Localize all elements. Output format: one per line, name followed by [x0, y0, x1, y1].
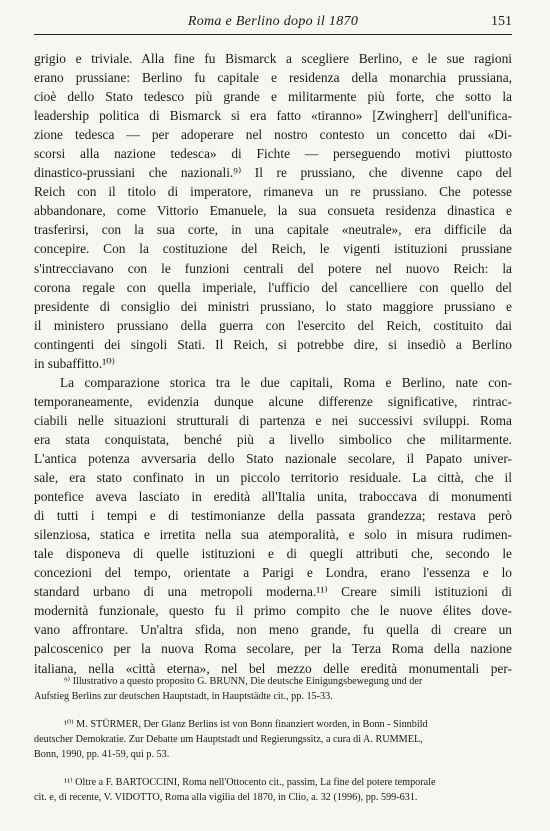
- body-line: vano affrontare. Un'altra sfida, non meno grande, fu quella di creare un: [34, 622, 512, 638]
- footnote-line: cit. e, di recente, V. VIDOTTO, Roma alla vigilia del 1870, in Clio, a. 32 (1996), pp. 599-631.: [34, 792, 418, 803]
- body-line: cioè dello Stato tedesco più grande e militarmente più forte, che sotto la: [34, 89, 512, 105]
- body-line: temporaneamente, evidenzia dunque alcune differenze significative, rintrac-: [34, 393, 512, 409]
- body-line: il ministero prussiano della guerra con l'esercito del Reich, costituito dai: [34, 317, 512, 333]
- footnote-10: [34, 717, 512, 762]
- footnotes: [34, 674, 512, 818]
- body-line: tale disponeva di quelle istituzioni e di quegli attributi che, secondo le: [34, 546, 512, 562]
- footnote-line: Bonn, 1990, pp. 41-59, qui p. 53.: [34, 749, 170, 760]
- body-line: concezioni del tempo, orientate a Parigi e Londra, erano l'essenza e lo: [34, 565, 512, 581]
- body-line: abbandonare, come Vittorio Emanuele, la sua consueta residenza dinastica e: [34, 203, 512, 219]
- running-head: [34, 14, 512, 34]
- body-line: in subaffitto.¹⁰⁾: [34, 355, 115, 371]
- body-line: palcoscenico per la nuova Roma secolare, per la Terza Roma della nazione: [34, 641, 512, 657]
- footnote-line: ⁹⁾ Illustrativo a questo proposito G. BRUNN, Die deutsche Einigungsbewegung und der: [64, 676, 423, 687]
- body-line: italiana, nella «città eterna», nel bel mezzo delle eredità monumentali per-: [34, 660, 512, 676]
- body-line: scorsi alla nazione tedesca» di Fichte — perseguendo motivi piuttosto: [34, 146, 512, 162]
- body-line: sale, era stato confinato in un piccolo territorio residuale. La città, che il: [34, 470, 512, 486]
- body-line: zione tedesca — per adoperare nel nostro contesto un concetto dai «Di-: [34, 127, 512, 143]
- paragraph-start-line: La comparazione storica tra le due capitali, Roma e Berlino, nate con-: [60, 374, 512, 390]
- footnote-line: ¹¹⁾ Oltre a F. BARTOCCINI, Roma nell'Ottocento cit., passim, La fine del potere temporale: [64, 777, 436, 788]
- page-number: 151: [491, 14, 512, 29]
- body-line: modernità funzionale, questo fu il primo compito che le nuove élites dove-: [34, 603, 512, 619]
- body-line: presidente di consiglio dei ministri prussiano, lo stato maggiore prussiano e: [34, 298, 512, 314]
- body-line: era stata conquistata, benché più a livello simbolico che militarmente.: [34, 431, 512, 447]
- body-line: L'antica potenza avversaria dello Stato nazionale secolare, il Papato univer-: [34, 450, 512, 466]
- footnote-line: Aufstieg Berlins zur deutschen Hauptstadt, in Hauptstädte cit., pp. 15-33.: [34, 691, 333, 702]
- body-line: contingenti dei singoli Stati. Il Reich, si potrebbe dire, si insediò a Berlino: [34, 336, 512, 352]
- body-line: leadership politica di Bismarck si era fatto «tiranno» [Zwingherr] dell'unifica-: [34, 108, 512, 124]
- body-text: [34, 49, 512, 678]
- body-line: s'intrecciavano con le funzioni centrali del potere nel nuovo Reich: la: [34, 260, 512, 276]
- body-line: corona regale con quella imperiale, l'ufficio del cancelliere con quello del: [34, 279, 512, 295]
- body-line: pontefice aveva lasciato in eredità all'Italia unita, traboccava di monumenti: [34, 489, 512, 505]
- body-line: dinastico-prussiani che nazionali.⁹⁾ Il re prussiano, che divenne capo del: [34, 165, 512, 181]
- body-line: ciabili nelle situazioni strutturali di partenza e nei successivi sviluppi. Roma: [34, 412, 512, 428]
- footnote-11: [34, 775, 512, 805]
- header-rule: [34, 34, 512, 35]
- body-line: di tutti i tempi e di testimonianze della passata grandezza; restava però: [34, 508, 512, 524]
- body-line: erano prussiane: Berlino fu capitale e residenza della monarchia prussiana,: [34, 70, 512, 86]
- footnote-line: deutscher Demokratie. Zur Debatte um Hauptstadt und Regierungssitz, a cura di A. RUMMEL,: [34, 734, 423, 745]
- body-line: trasferirsi, con la sua corte, in una capitale «neutrale», era difficile da: [34, 222, 512, 238]
- running-title: Roma e Berlino dopo il 1870: [187, 14, 359, 29]
- body-line: concepire. Con la costituzione del Reich, le vigenti istituzioni prussiane: [34, 241, 512, 257]
- footnote-line: ¹⁰⁾ M. STÜRMER, Der Glanz Berlins ist von Bonn finanziert worden, in Bonn - Sinnbild: [64, 719, 428, 730]
- body-line: Reich con il titolo di imperatore, rimaneva un re prussiano. Che potesse: [34, 184, 512, 200]
- footnote-9: [34, 674, 512, 704]
- body-line: silenziosa, statica e irretita nella sua atemporalità, e solo in misura rudimen-: [34, 527, 512, 543]
- body-line: grigio e triviale. Alla fine fu Bismarck a scegliere Berlino, e le sue ragioni: [34, 51, 512, 66]
- body-line: standard urbano di una metropoli moderna.¹¹⁾ Creare simili istituzioni di: [34, 584, 512, 600]
